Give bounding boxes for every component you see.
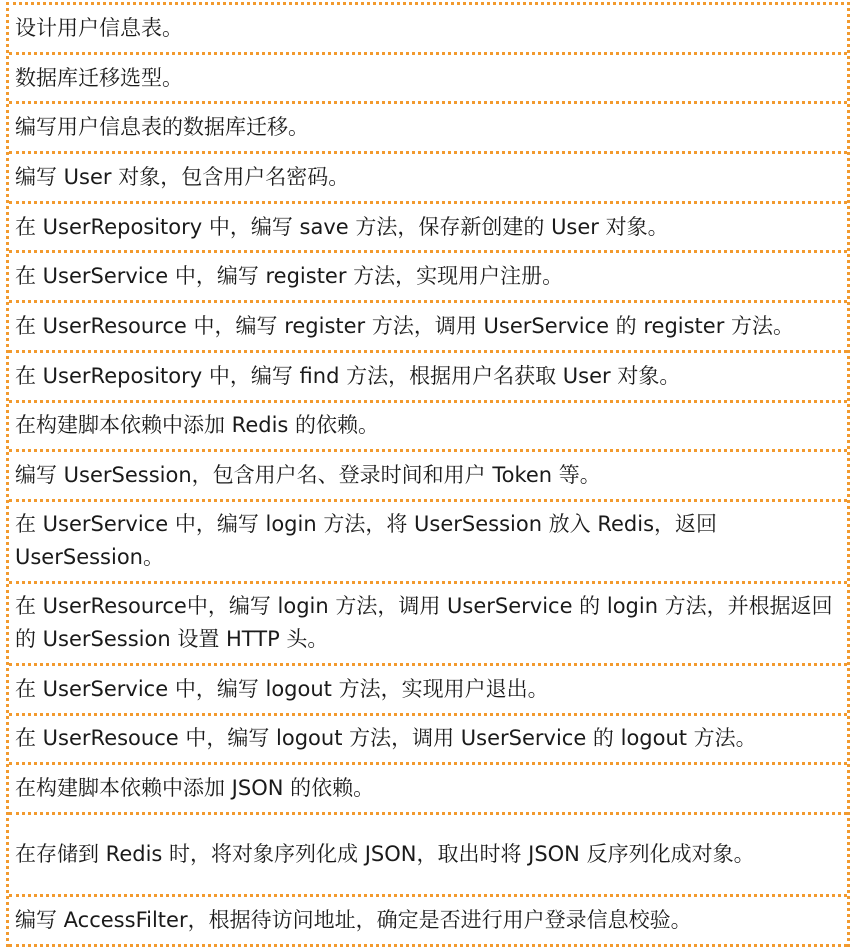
- task-item-15: 在构建脚本依赖中添加 JSON 的依赖。: [9, 765, 847, 815]
- task-item-8: 在 UserRepository 中，编写 find 方法，根据用户名获取 User 对象。: [9, 353, 847, 403]
- task-item-16: 在存储到 Redis 时，将对象序列化成 JSON，取出时将 JSON 反序列化成对象。: [9, 815, 847, 897]
- task-item-11: 在 UserService 中，编写 login 方法，将 UserSession 放入 Redis，返回 UserSession。: [9, 502, 847, 584]
- task-list: [6, 2, 850, 947]
- task-item-4: 编写 User 对象，包含用户名密码。: [9, 154, 847, 204]
- task-item-1: 设计用户信息表。: [9, 5, 847, 55]
- task-item-12: 在 UserResource中，编写 login 方法，调用 UserService 的 login 方法，并根据返回的 UserSession 设置 HTTP 头。: [9, 584, 847, 666]
- task-item-10: 编写 UserSession，包含用户名、登录时间和用户 Token 等。: [9, 452, 847, 502]
- task-item-5: 在 UserRepository 中，编写 save 方法，保存新创建的 User 对象。: [9, 204, 847, 254]
- task-item-17: 编写 AccessFilter，根据待访问地址，确定是否进行用户登录信息校验。: [9, 897, 847, 947]
- task-item-7: 在 UserResource 中，编写 register 方法，调用 UserService 的 register 方法。: [9, 303, 847, 353]
- task-item-6: 在 UserService 中，编写 register 方法，实现用户注册。: [9, 253, 847, 303]
- task-item-2: 数据库迁移选型。: [9, 55, 847, 105]
- task-item-3: 编写用户信息表的数据库迁移。: [9, 104, 847, 154]
- task-item-13: 在 UserService 中，编写 logout 方法，实现用户退出。: [9, 666, 847, 716]
- task-item-14: 在 UserResouce 中，编写 logout 方法，调用 UserService 的 logout 方法。: [9, 716, 847, 766]
- task-item-9: 在构建脚本依赖中添加 Redis 的依赖。: [9, 403, 847, 453]
